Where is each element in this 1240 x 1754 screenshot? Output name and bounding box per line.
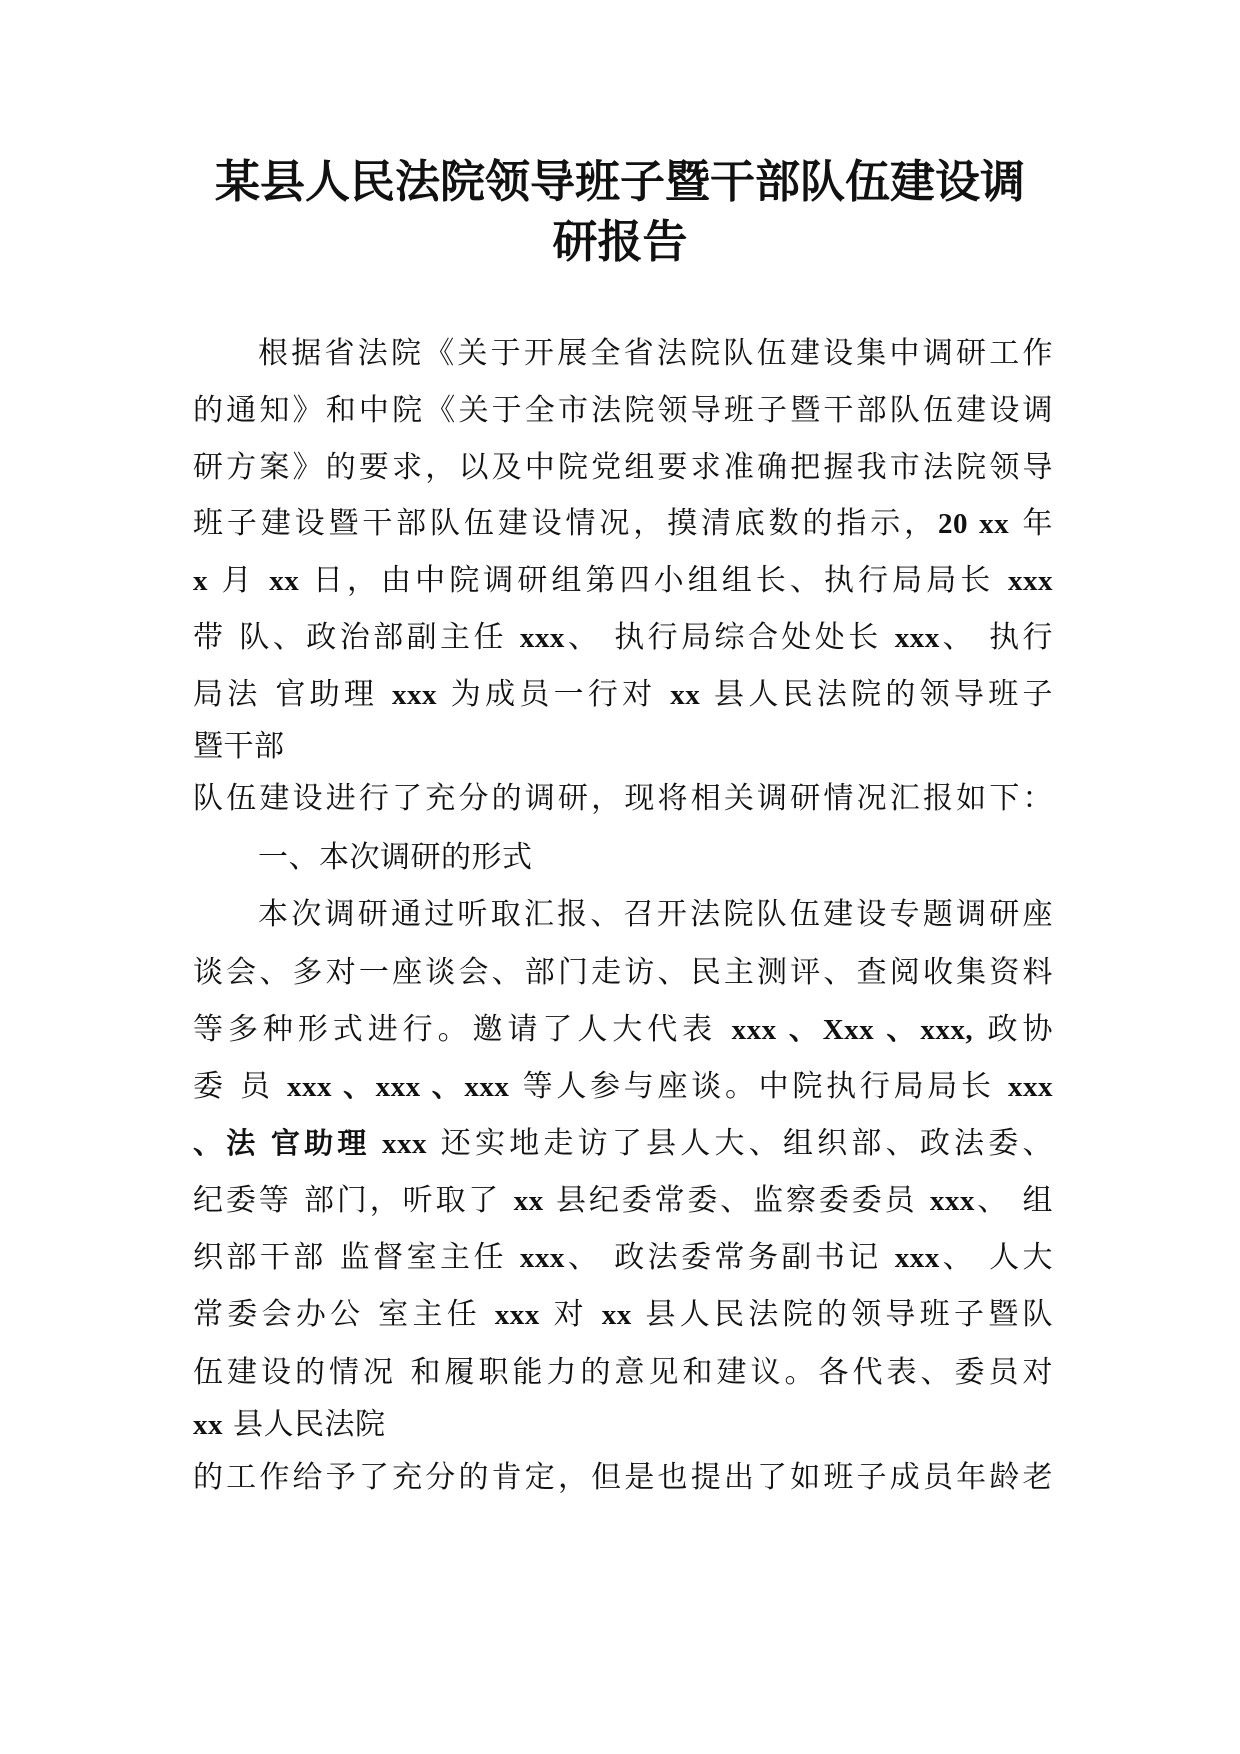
- para1-line-8: 暨干部: [193, 729, 285, 764]
- text: 等人参与座谈。中院执行局局长: [509, 1069, 1008, 1104]
- person-name: xxx: [519, 622, 565, 654]
- text: 年: [1009, 506, 1054, 541]
- para1-line-5: [193, 561, 1053, 601]
- county-name: xx: [513, 1185, 544, 1217]
- para2-line-10: [193, 1405, 1053, 1445]
- para1-line-2: 的通知》和中院《关于全市法院领导班子暨干部队伍建设调: [193, 393, 1053, 428]
- person-name: xxx: [929, 1185, 975, 1217]
- text: 、: [874, 1014, 921, 1046]
- para2-line-1: 本次调研通过听取汇报、召开法院队伍建设专题调研座: [258, 897, 1053, 932]
- para2-line-6: [193, 1181, 1053, 1221]
- para2-line-11: 的工作给予了充分的肯定，但是也提出了如班子成员年龄老: [193, 1460, 1053, 1495]
- text: 常委会办公 室主任: [193, 1297, 495, 1332]
- text: 局法 官助理: [193, 677, 392, 712]
- person-name: xxx: [1008, 565, 1053, 597]
- text: 、 政法委常务副书记: [564, 1240, 895, 1275]
- text: 月: [208, 563, 270, 598]
- text: 、: [331, 1071, 376, 1103]
- text: 县人民法院的领导班子暨队: [631, 1297, 1053, 1332]
- person-name: xxx: [494, 1299, 540, 1331]
- text: 班子建设暨干部队伍建设情况，摸清底数的指示，: [193, 506, 938, 541]
- text: 、: [420, 1071, 465, 1103]
- text: 委 员: [193, 1069, 287, 1104]
- date-month: x: [193, 565, 208, 597]
- para2-line-9: 伍建设的情况 和履职能力的意见和建议。各代表、委员对: [193, 1355, 1053, 1390]
- text: 对: [539, 1297, 602, 1332]
- text: 、: [776, 1014, 823, 1046]
- para1-line-4: [193, 504, 1053, 544]
- person-name: xxx: [894, 622, 940, 654]
- text: 县人民法院: [223, 1407, 386, 1442]
- person-name: xxx: [464, 1071, 510, 1103]
- person-name: xxx: [391, 679, 437, 711]
- para1-line-6: [193, 618, 1053, 658]
- section-heading-1: 一、本次调研的形式: [258, 840, 533, 875]
- person-name: xxx: [286, 1071, 332, 1103]
- person-name: xxx: [375, 1071, 421, 1103]
- text: 政协: [973, 1012, 1053, 1047]
- text: 县人民法院的领导班子: [700, 677, 1053, 712]
- person-name: xxx: [1008, 1071, 1053, 1103]
- text: 、 执行局综合处处长: [564, 620, 895, 655]
- text: 带 队、政治部副主任: [193, 620, 520, 655]
- para1-line-9: 队伍建设进行了充分的调研，现将相关调研情况汇报如下：: [193, 781, 1053, 816]
- para2-line-4: [193, 1067, 1053, 1107]
- text: 县纪委常委、监察委委员: [543, 1183, 930, 1218]
- text: 等多种形式进行。邀请了人大代表: [193, 1012, 732, 1047]
- person-name: xxx: [731, 1014, 777, 1046]
- text: 、 组: [974, 1183, 1053, 1218]
- para2-line-7: [193, 1238, 1053, 1278]
- document-title-line-2: 研报告: [552, 215, 688, 268]
- person-name: xxx: [382, 1128, 428, 1160]
- text: 为成员一行对: [436, 677, 671, 712]
- county-name: xx: [193, 1409, 223, 1441]
- date-day: xx: [269, 565, 300, 597]
- text: 还实地走访了县人大、组织部、政法委、: [427, 1126, 1053, 1161]
- person-name: Xxx: [822, 1014, 875, 1046]
- para2-line-8: [193, 1295, 1053, 1335]
- para1-line-1: 根据省法院《关于开展全省法院队伍建设集中调研工作: [258, 336, 1053, 371]
- county-name: xx: [601, 1299, 632, 1331]
- para2-line-5: [193, 1124, 1053, 1164]
- date-year: 20 xx: [937, 508, 1010, 540]
- county-name: xx: [670, 679, 701, 711]
- para1-line-7: [193, 675, 1053, 715]
- person-name: xxx,: [920, 1014, 974, 1046]
- para2-line-3: [193, 1010, 1053, 1050]
- text: 、 执行: [939, 620, 1054, 655]
- text: 纪委等 部门，听取了: [193, 1183, 514, 1218]
- person-name: xxx: [519, 1242, 565, 1274]
- text: 日，由中院调研组第四小组组长、执行局局长: [299, 563, 1008, 598]
- text: 、 人大: [939, 1240, 1054, 1275]
- text: 、法 官助理: [193, 1128, 383, 1160]
- person-name: xxx: [894, 1242, 940, 1274]
- document-title-line-1: 某县人民法院领导班子暨干部队伍建设调: [214, 155, 1025, 208]
- text: 织部干部 监督室主任: [193, 1240, 520, 1275]
- para2-line-2: 谈会、多对一座谈会、部门走访、民主测评、查阅收集资料: [193, 955, 1053, 990]
- para1-line-3: 研方案》的要求，以及中院党组要求准确把握我市法院领导: [193, 450, 1053, 485]
